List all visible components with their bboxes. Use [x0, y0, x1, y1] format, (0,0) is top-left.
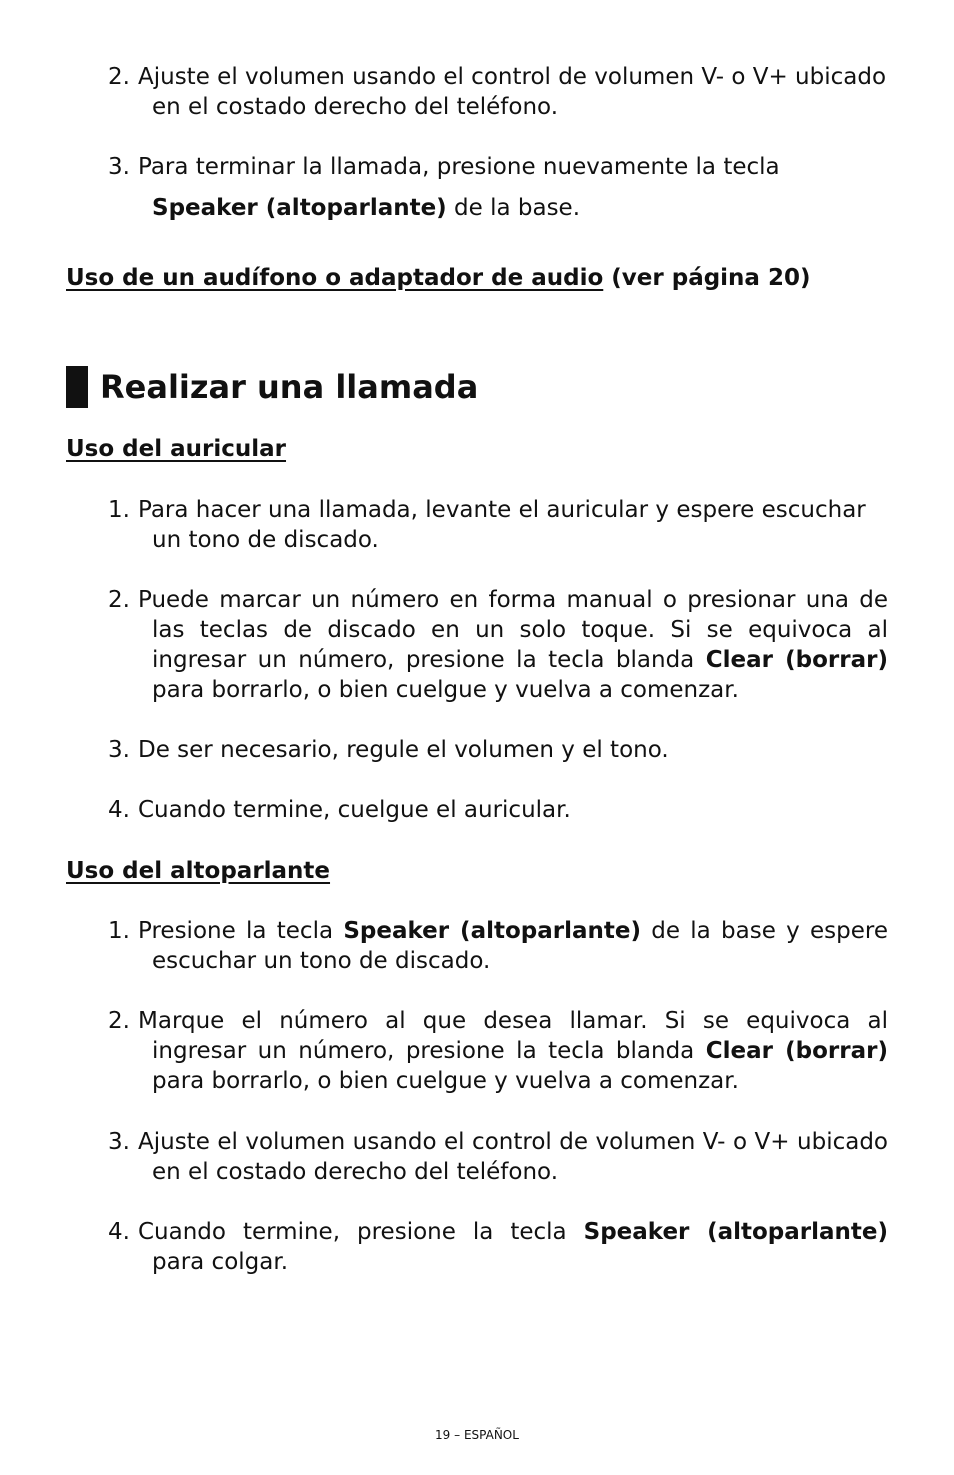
list-number: 1.: [108, 497, 130, 523]
list-item: [108, 585, 888, 705]
list-number: 1.: [108, 918, 130, 944]
list-number: 3.: [108, 737, 130, 763]
list-item: [108, 152, 888, 223]
subsection-heading-altoparlante: [66, 856, 330, 886]
page-footer: 19 – ESPAÑOL: [435, 1428, 519, 1442]
list-item-text-a: Presione la tecla: [138, 918, 344, 944]
list-number: 2.: [108, 587, 130, 613]
list-item-text-b: para colgar.: [152, 1249, 289, 1275]
subsection-heading-text: Uso del auricular: [66, 436, 287, 462]
section-title: Realizar una llamada: [100, 368, 479, 406]
list-item: [108, 735, 888, 765]
list-item: [108, 1006, 888, 1096]
list-item-text: Ajuste el volumen usando el control de volumen V- o V+ ubicado en el costado derecho del teléfono.: [138, 1129, 888, 1185]
list-item: [108, 495, 888, 555]
list-number: 4.: [108, 1219, 130, 1245]
subsection-heading-auricular: [66, 434, 286, 464]
speaker-key-label: Speaker (altoparlante): [583, 1219, 888, 1245]
clear-key-label: Clear (borrar): [705, 647, 888, 673]
list-number: 3.: [108, 154, 130, 180]
list-item: [108, 916, 888, 976]
list-item-text-b: de la base y espere escuchar un tono de discado.: [152, 918, 888, 974]
audio-adapter-heading: [66, 263, 810, 293]
subsection-heading-text: Uso del altoparlante: [66, 858, 331, 884]
list-item-text-b: para borrarlo, o bien cuelgue y vuelva a comenzar.: [152, 1068, 739, 1094]
list-item-text: [138, 1006, 888, 1096]
list-item: [108, 795, 888, 825]
list-number: 2.: [108, 64, 130, 90]
list-number: 4.: [108, 797, 130, 823]
page-reference: (ver página 20): [603, 265, 811, 291]
list-item-text-cont: [152, 193, 888, 223]
list-item-text-a: Marque el número al que desea llamar. Si se equivoca al ingresar un número, presione la tecla blanda: [138, 1008, 888, 1064]
list-item-text-a: Cuando termine, presione la tecla: [138, 1219, 584, 1245]
section-header: [66, 366, 478, 408]
list-item: [108, 1127, 888, 1187]
list-item-text: [138, 916, 888, 976]
list-item-text: [138, 585, 888, 705]
list-item-text-a: Puede marcar un número en forma manual o presionar una de las teclas de discado en un solo toque. Si se equivoca al ingresar un número, presione la tecla blanda: [138, 587, 888, 673]
clear-key-label: Clear (borrar): [705, 1038, 888, 1064]
section-marker-bar: [66, 366, 88, 408]
list-number: 3.: [108, 1129, 130, 1155]
list-item: [108, 62, 888, 122]
audio-adapter-link[interactable]: Uso de un audífono o adaptador de audio: [66, 265, 604, 291]
list-item-text: De ser necesario, regule el volumen y el tono.: [138, 737, 669, 763]
list-item: [108, 1217, 888, 1277]
list-item-text: Cuando termine, cuelgue el auricular.: [138, 797, 571, 823]
list-item-text-b: de la base.: [446, 195, 581, 221]
list-item-text: Para hacer una llamada, levante el auricular y espere escuchar un tono de discado.: [138, 497, 866, 553]
speaker-key-label: Speaker (altoparlante): [152, 195, 447, 221]
list-number: 2.: [108, 1008, 130, 1034]
list-item-text: Ajuste el volumen usando el control de volumen V- o V+ ubicado en el costado derecho del teléfono.: [138, 64, 887, 120]
list-item-text: [138, 1217, 888, 1277]
list-item-text-a: Para terminar la llamada, presione nuevamente la tecla: [138, 154, 780, 180]
speaker-key-label: Speaker (altoparlante): [343, 918, 641, 944]
list-item-text-b: para borrarlo, o bien cuelgue y vuelva a comenzar.: [152, 677, 739, 703]
list-item-text: [138, 152, 888, 182]
